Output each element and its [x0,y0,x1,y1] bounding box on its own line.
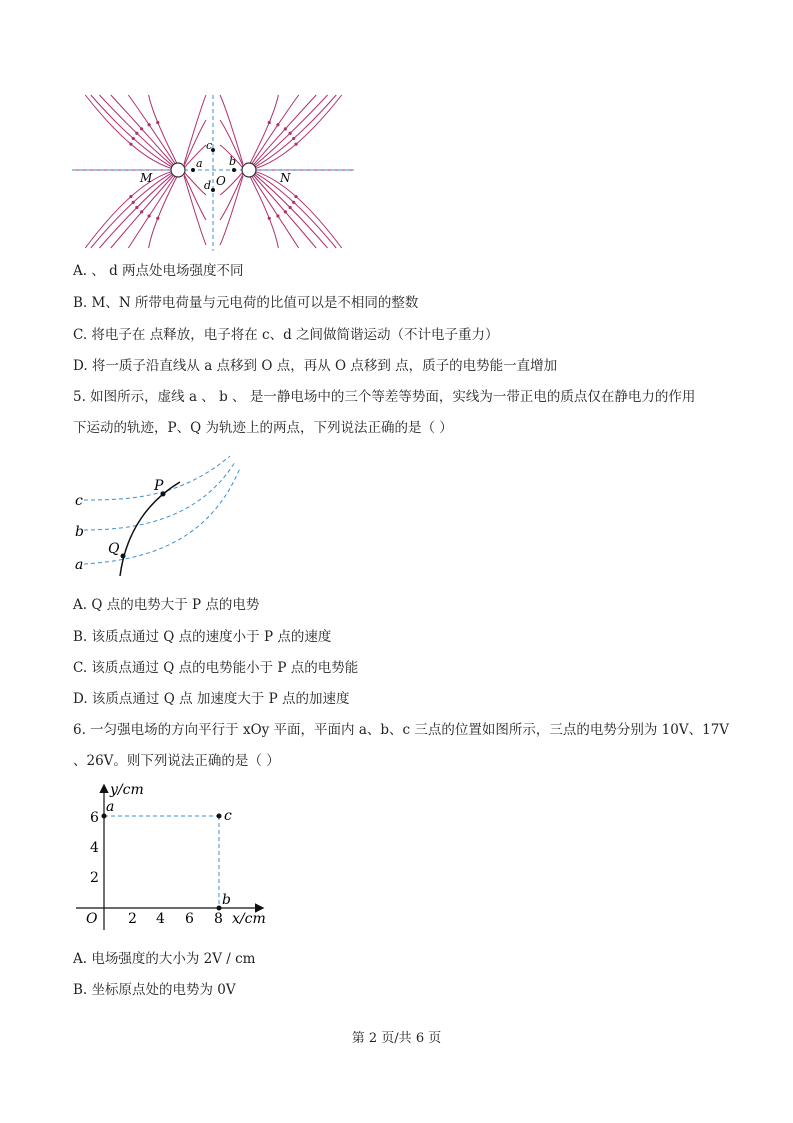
coordinate-figure [72,780,277,935]
x-tick: 4 [156,911,165,927]
q5-option-c: C. 该质点通过 Q 点的电势能小于 P 点的电势能 [73,660,359,676]
eq-label-a: a [75,557,84,573]
point-label-P: P [154,478,164,494]
label-M: M [140,171,153,185]
label-d: d [204,179,212,192]
q6-option-a: A. 电场强度的大小为 2V / cm [73,951,256,967]
q5-option-a: A. Q 点的电势大于 P 点的电势 [73,597,260,613]
label-b: b [229,155,237,168]
x-tick: 2 [128,911,137,927]
q5-stem-line1: 5. 如图所示，虚线 a 、 b 、 是一静电场中的三个等差等势面，实线为一带正电的质点仅在静电力的作用 [73,389,696,405]
q5-stem-line2: 下运动的轨迹，P、Q 为轨迹上的两点，下列说法正确的是（ ） [73,420,453,436]
point-label-a: a [106,799,115,815]
eq-label-c: c [75,493,83,509]
label-c: c [206,139,213,152]
y-axis-label: y/cm [110,782,144,798]
field-lines-figure [72,93,354,253]
y-tick: 4 [90,840,99,856]
y-tick: 6 [90,810,99,826]
x-axis-label: x/cm [232,911,266,927]
origin-label: O [86,911,98,927]
x-tick: 8 [214,911,223,927]
q6-stem-line1: 6. 一匀强电场的方向平行于 xOy 平面，平面内 a、b、c 三点的位置如图所示，三点的电势分别为 10V、17V [73,722,730,738]
x-tick: 6 [185,911,194,927]
charge-m [171,163,185,177]
q4-option-c: C. 将电子在 点释放，电子将在 c、d 之间做简谐运动（不计电子重力） [73,327,499,343]
q4-option-d: D. 将一质子沿直线从 a 点移到 O 点，再从 O 点移到 点，质子的电势能一直增加 [73,358,558,374]
label-N: N [280,171,291,185]
q6-stem-line2: 、26V。则下列说法正确的是（ ） [73,753,280,769]
q5-option-d: D. 该质点通过 Q 点 加速度大于 P 点的加速度 [73,691,350,707]
point-label-c: c [224,808,232,824]
label-a: a [196,157,203,170]
label-O: O [216,174,226,188]
eq-label-b: b [75,524,84,540]
trajectory [120,482,180,576]
equipotential-figure [70,450,250,582]
point-label-Q: Q [108,541,120,557]
charge-n [242,163,256,177]
point-label-b: b [222,892,231,908]
page-footer: 第 2 页/共 6 页 [351,1031,442,1046]
y-tick: 2 [90,870,99,886]
q5-option-b: B. 该质点通过 Q 点的速度小于 P 点的速度 [73,629,332,645]
q4-option-b: B. M、N 所带电荷量与元电荷的比值可以是不相同的整数 [73,295,419,311]
q6-option-b: B. 坐标原点处的电势为 0V [73,982,236,998]
q4-option-a: A. 、 d 两点处电场强度不同 [73,263,244,279]
